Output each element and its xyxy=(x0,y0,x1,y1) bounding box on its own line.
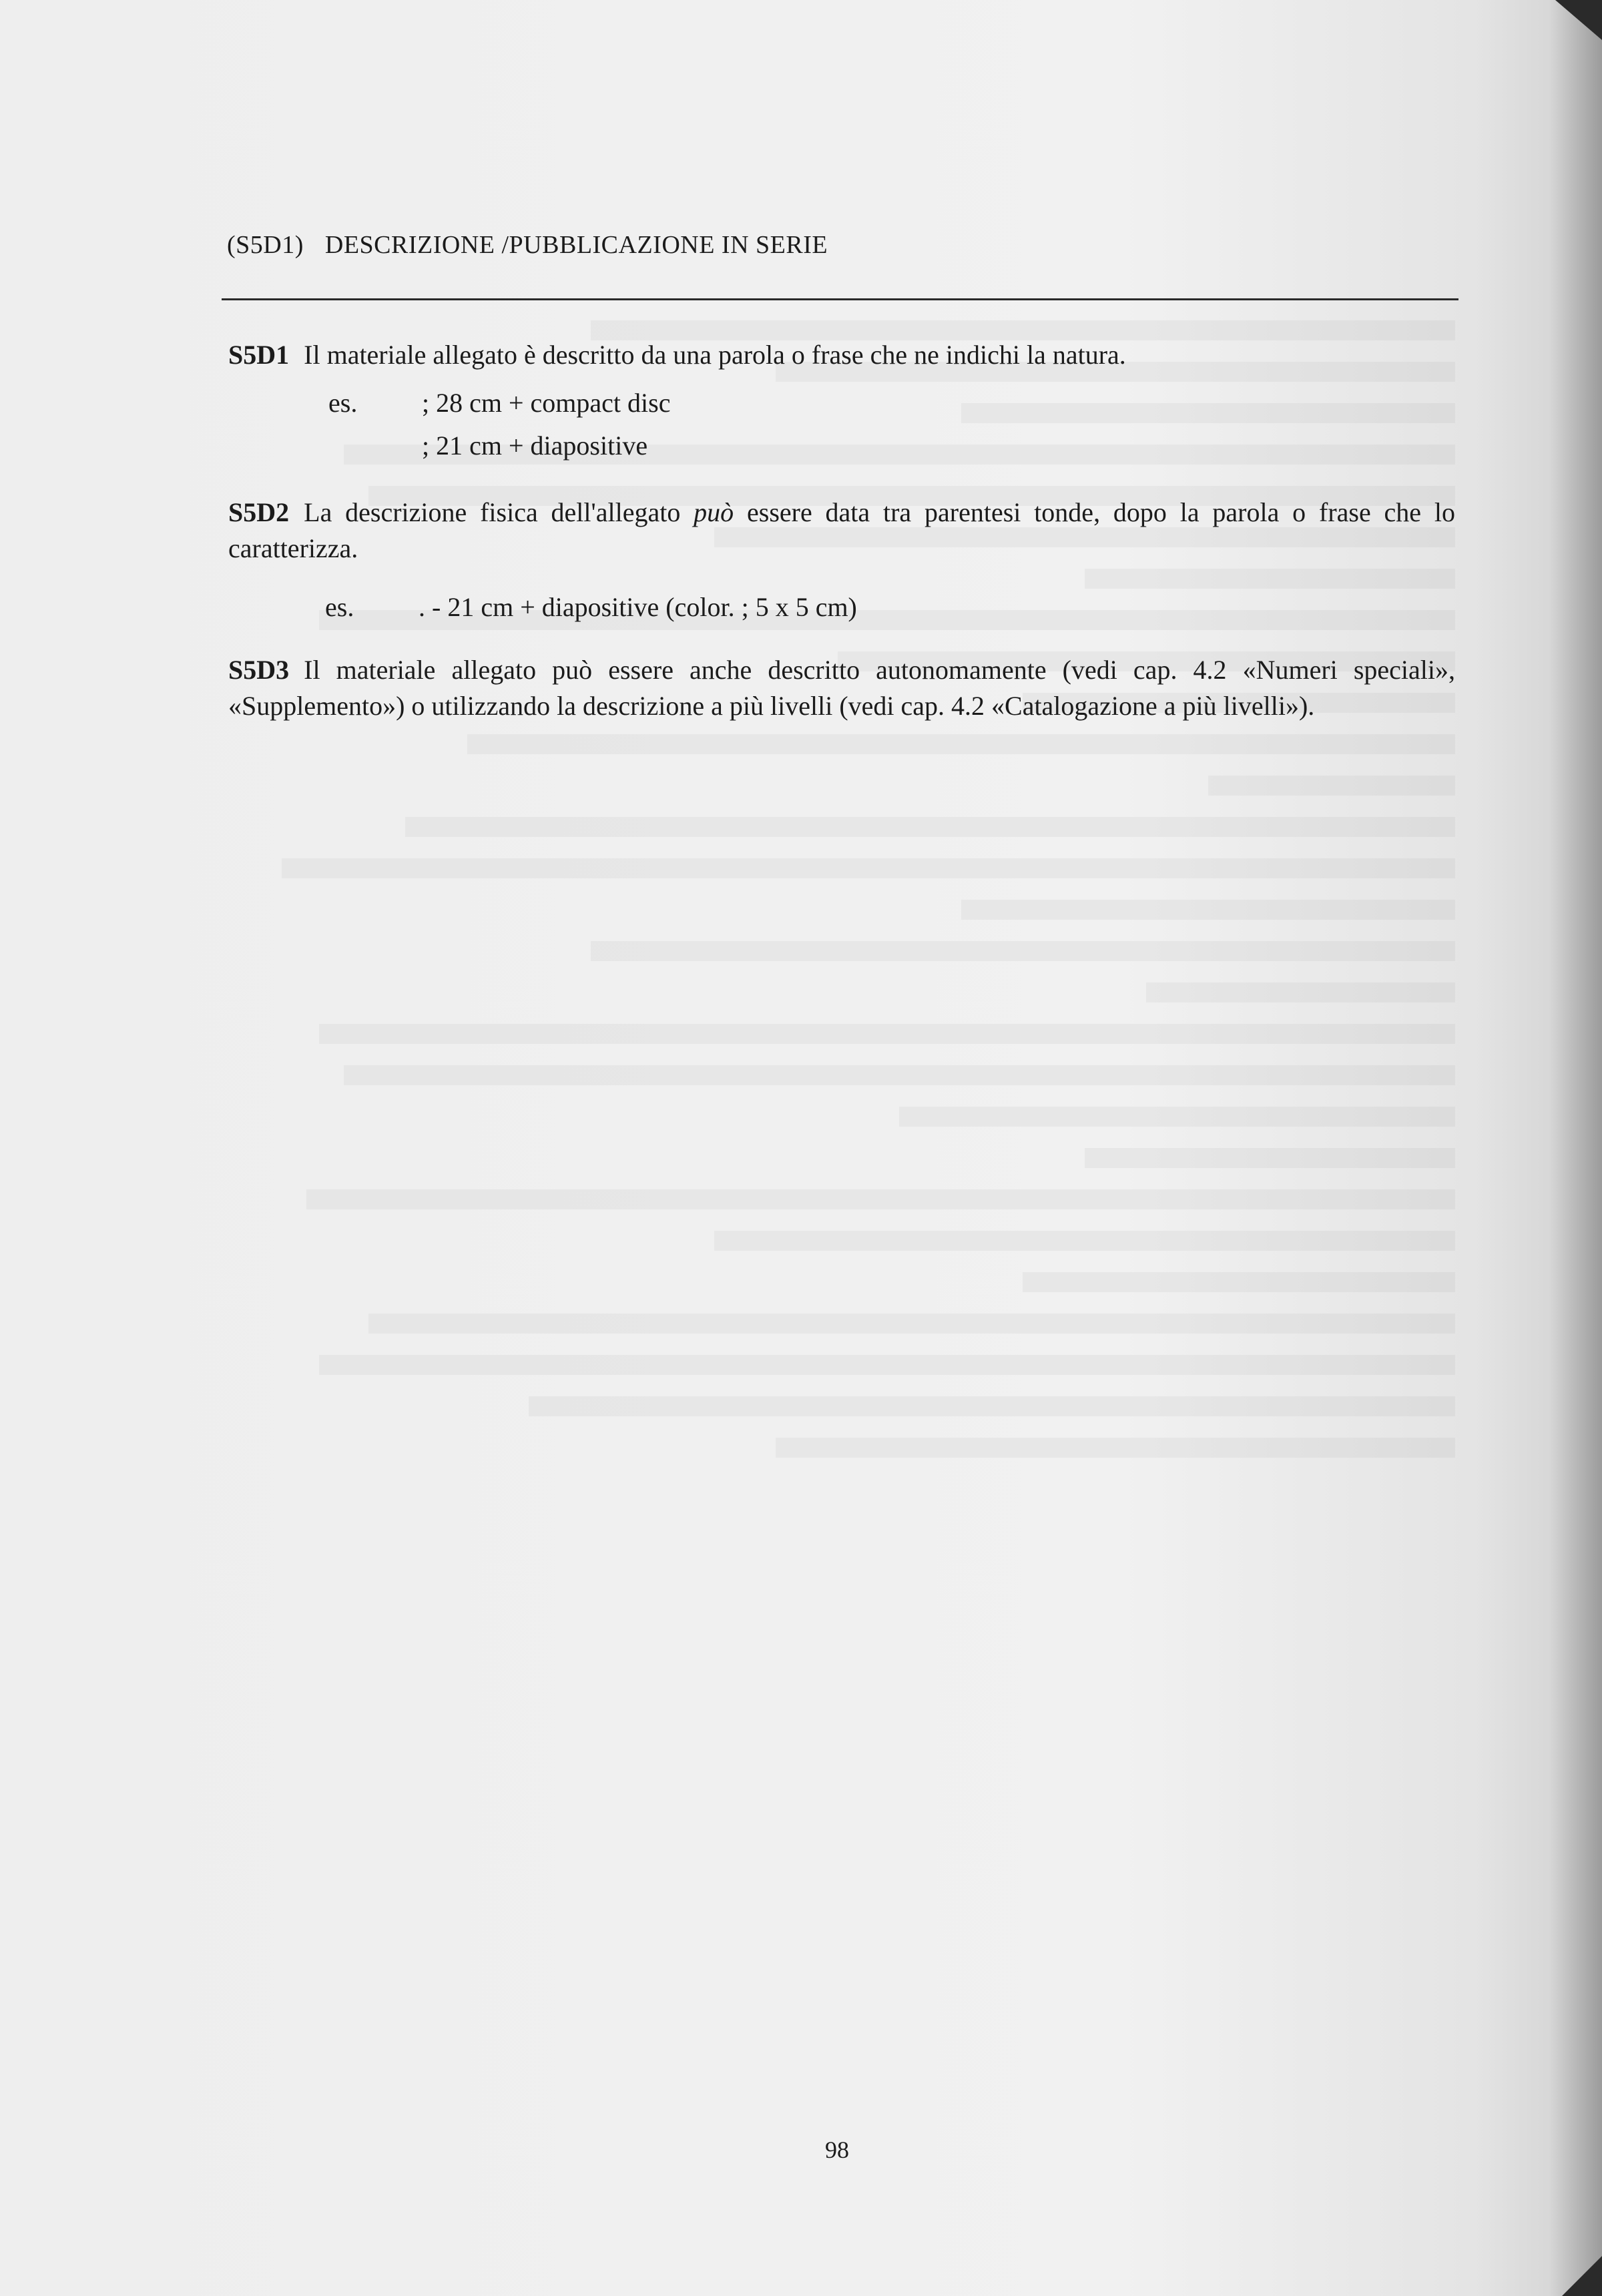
paragraph-s5d2 xyxy=(228,495,1455,567)
example-line: . - 21 cm + diapositive (color. ; 5 x 5 cm) xyxy=(419,592,857,622)
page-edge-shadow xyxy=(1549,0,1602,2296)
example-line: ; 28 cm + compact disc xyxy=(422,388,671,418)
paragraph-s5d1 xyxy=(228,337,1455,373)
section-code: S5D3 xyxy=(228,655,290,685)
page-number: 98 xyxy=(825,2136,849,2163)
paragraph-s5d3 xyxy=(228,652,1455,724)
example-label: es. xyxy=(325,592,354,622)
example-block-s5d1 xyxy=(228,385,1455,464)
main-content xyxy=(228,337,1455,724)
paragraph-text-part: La descrizione fisica dell'allegato xyxy=(304,497,694,527)
header-code: (S5D1) xyxy=(227,231,304,259)
paragraph-text-part: essere data tra parentesi tonde, dopo la parola o frase che lo caratterizza. xyxy=(228,497,1455,563)
scan-corner-top xyxy=(1555,0,1602,40)
paragraph-text: Il materiale allegato può essere anche descritto autonomamente (vedi cap. 4.2 «Numeri speciali», «Supplemento») o utilizzando la descrizione a più livelli (vedi cap. 4.2 «Catalogazione a più livelli»). xyxy=(228,655,1455,721)
header-title: DESCRIZIONE /PUBBLICAZIONE IN SERIE xyxy=(324,231,828,259)
paragraph-text: Il materiale allegato è descritto da una parola o frase che ne indichi la natura. xyxy=(304,340,1126,370)
section-code: S5D2 xyxy=(228,497,290,527)
running-header xyxy=(227,230,828,260)
example-block-s5d2 xyxy=(228,589,1455,625)
example-label: es. xyxy=(328,388,358,418)
section-code: S5D1 xyxy=(228,340,290,370)
scan-corner-bottom xyxy=(1562,2256,1602,2296)
example-line: ; 21 cm + diapositive xyxy=(422,431,648,461)
emphasis-text: può xyxy=(694,497,734,527)
header-rule xyxy=(222,298,1458,300)
